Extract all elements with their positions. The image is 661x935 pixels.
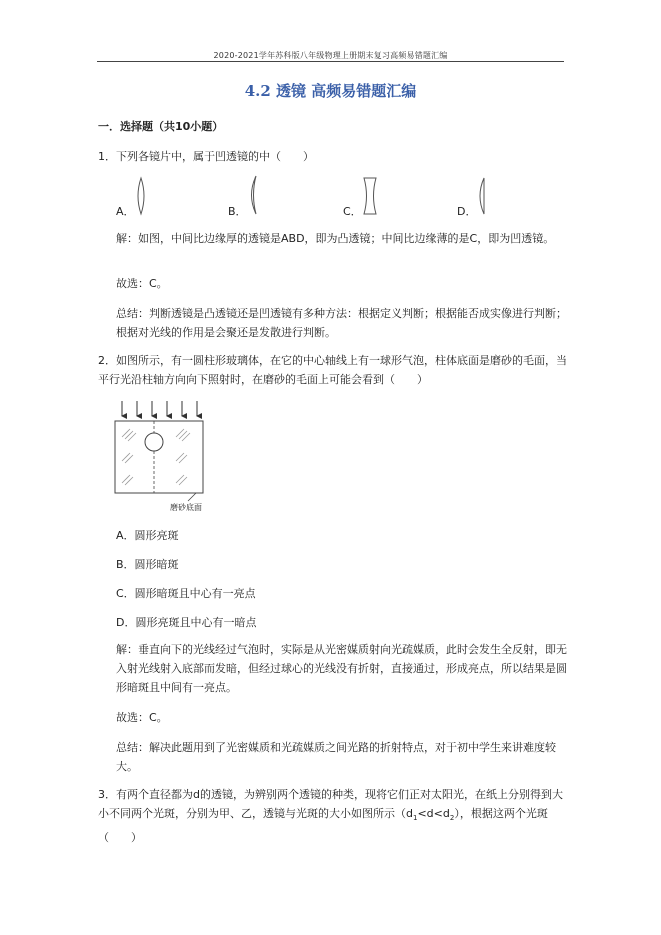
q1-option-b-label: B． (228, 205, 247, 218)
q3-subscript-1: 1 (412, 814, 418, 823)
q2-glass-cylinder-figure (110, 397, 220, 517)
q2-option-c: C．圆形暗斑且中心有一亮点 (116, 587, 256, 600)
q1-biconvex-lens-icon (134, 176, 148, 216)
q1-biconcave-lens-icon (362, 176, 378, 216)
question-1-stem: 1．下列各镜片中，属于凹透镜的中（ ） (98, 150, 314, 163)
page-title: 4.2 透镜 高频易错题汇编 (244, 82, 417, 100)
q3-subscript-2: 2 (449, 814, 455, 823)
q3-stem-inequality: <d<d (417, 807, 450, 820)
question-3-stem (98, 785, 568, 847)
q1-answer: 故选：C。 (116, 277, 168, 290)
q1-option-a-label: A． (116, 205, 135, 218)
page-header: 2020-2021学年苏科版八年级物理上册期末复习高频易错题汇编 (213, 51, 448, 60)
section-heading: 一．选择题（共10小题） (98, 120, 224, 133)
q1-meniscus-lens-icon (246, 174, 260, 216)
q2-figure-label: 磨砂底面 (170, 503, 202, 512)
q1-option-d-label: D． (457, 205, 477, 218)
q2-option-a: A．圆形亮斑 (116, 529, 179, 542)
q2-answer: 故选：C。 (116, 711, 168, 724)
q1-analysis: 解：如图，中间比边缘厚的透镜是ABD，即为凸透镜；中间比边缘薄的是C，即为凹透镜。 (116, 232, 555, 245)
q1-plano-convex-lens-icon (475, 176, 489, 216)
q2-summary: 总结：解决此题用到了光密媒质和光疏媒质之间光路的折射特点，对于初中学生来讲难度较大。 (116, 741, 556, 773)
header-divider (97, 61, 564, 62)
q2-analysis: 解：垂直向下的光线经过气泡时，实际是从光密媒质射向光疏媒质，此时会发生全反射，即无入射光线射入底部而发暗，但经过球心的光线没有折射，直接通过，形成亮点，所以结果是圆形暗斑且中间有一亮点。 (116, 643, 567, 694)
q2-option-d: D．圆形亮斑且中心有一暗点 (116, 616, 257, 629)
q3-stem-part-b: ），根据这两个光斑（ ） (98, 807, 548, 845)
question-2-stem: 2．如图所示，有一圆柱形玻璃体，在它的中心轴线上有一球形气泡，柱体底面是磨砂的毛面，当平行光沿柱轴方向向下照射时，在磨砂的毛面上可能会看到（ ） (98, 354, 567, 386)
q1-summary: 总结：判断透镜是凸透镜还是凹透镜有多种方法：根据定义判断；根据能否成实像进行判断；根据对光线的作用是会聚还是发散进行判断。 (116, 307, 567, 339)
q3-stem-part-a: 3．有两个直径都为d的透镜，为辨别两个透镜的种类，现将它们正对太阳光，在纸上分别得到大小不同两个光斑，分别为甲、乙，透镜与光斑的大小如图所示（d (98, 788, 563, 820)
q2-option-b: B．圆形暗斑 (116, 558, 179, 571)
q1-option-c-label: C． (343, 205, 362, 218)
